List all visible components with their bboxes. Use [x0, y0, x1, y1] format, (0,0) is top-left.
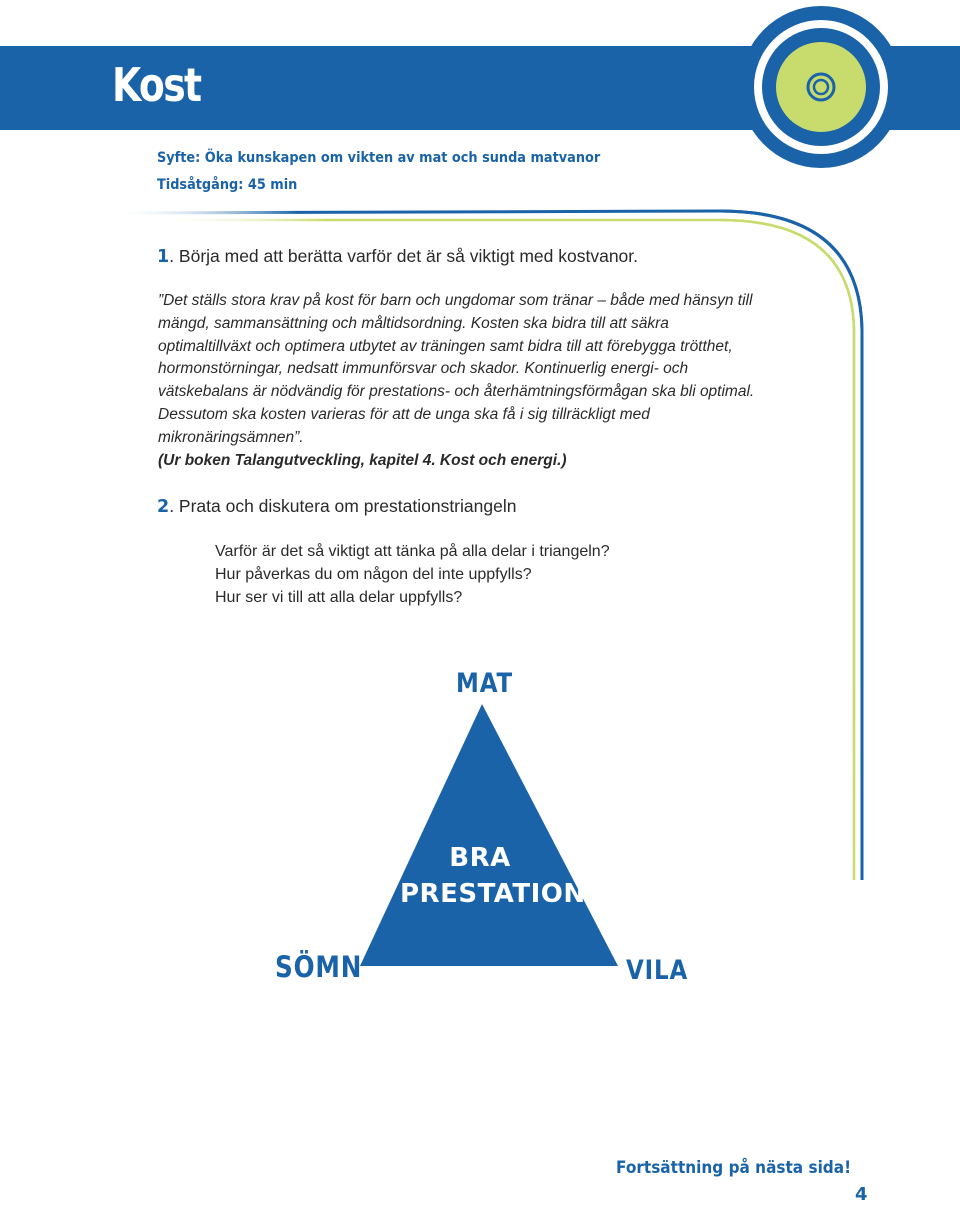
question-item: Hur ser vi till att alla delar uppfylls?: [215, 589, 463, 606]
triangle-center-line1: BRA: [449, 843, 511, 873]
triangle-label-left: SÖMN: [275, 950, 363, 984]
quote-block: [158, 290, 758, 472]
purpose-line: Syfte: Öka kunskapen om vikten av mat och sunda matvanor: [157, 150, 601, 166]
step-2-number: 2: [157, 497, 170, 517]
step-2-text: . Prata och diskutera om prestationstriangeln: [169, 496, 517, 516]
question-list: [215, 540, 610, 609]
page-title: Kost: [112, 58, 201, 112]
triangle-label-center: [400, 840, 586, 912]
triangle-label-top: MAT: [456, 668, 514, 699]
step-1-text: . Börja med att berätta varför det är så viktigt med kostvanor.: [169, 246, 639, 266]
question-item: Hur påverkas du om någon del inte uppfylls?: [215, 566, 532, 583]
performance-triangle: [358, 702, 620, 968]
quote-source: (Ur boken Talangutveckling, kapitel 4. Kost och energi.): [158, 451, 567, 469]
target-icon: [738, 4, 904, 170]
question-item: Varför är det så viktigt att tänka på alla delar i triangeln?: [215, 543, 610, 560]
quote-text: ”Det ställs stora krav på kost för barn och ungdomar som tränar – både med hänsyn till mängd, sammansättning och måltidsordning. Kosten ska bidra till att säkra optimaltillväxt och optimera utbytet av träningen samt bidra till att förebygga trötthet, hormonstörningar, nedsatt immunförsvar och skador. Kontinuerlig energi- och vätskebalans är nödvändig för prestations- och återhämtningsförmågan ska bli optimal. Dessutom ska kosten varieras för att de unga ska få i sig tillräckligt med mikronäringsämnen”.: [158, 292, 755, 446]
page-number: 4: [855, 1184, 868, 1205]
step-1-number: 1: [157, 247, 170, 267]
continue-note: Fortsättning på nästa sida!: [616, 1158, 852, 1178]
step-2: [157, 496, 516, 517]
duration-line: Tidsåtgång: 45 min: [157, 177, 298, 193]
triangle-label-right: VILA: [626, 955, 689, 986]
step-1: [157, 246, 638, 267]
triangle-center-line2: PRESTATION: [400, 879, 586, 909]
